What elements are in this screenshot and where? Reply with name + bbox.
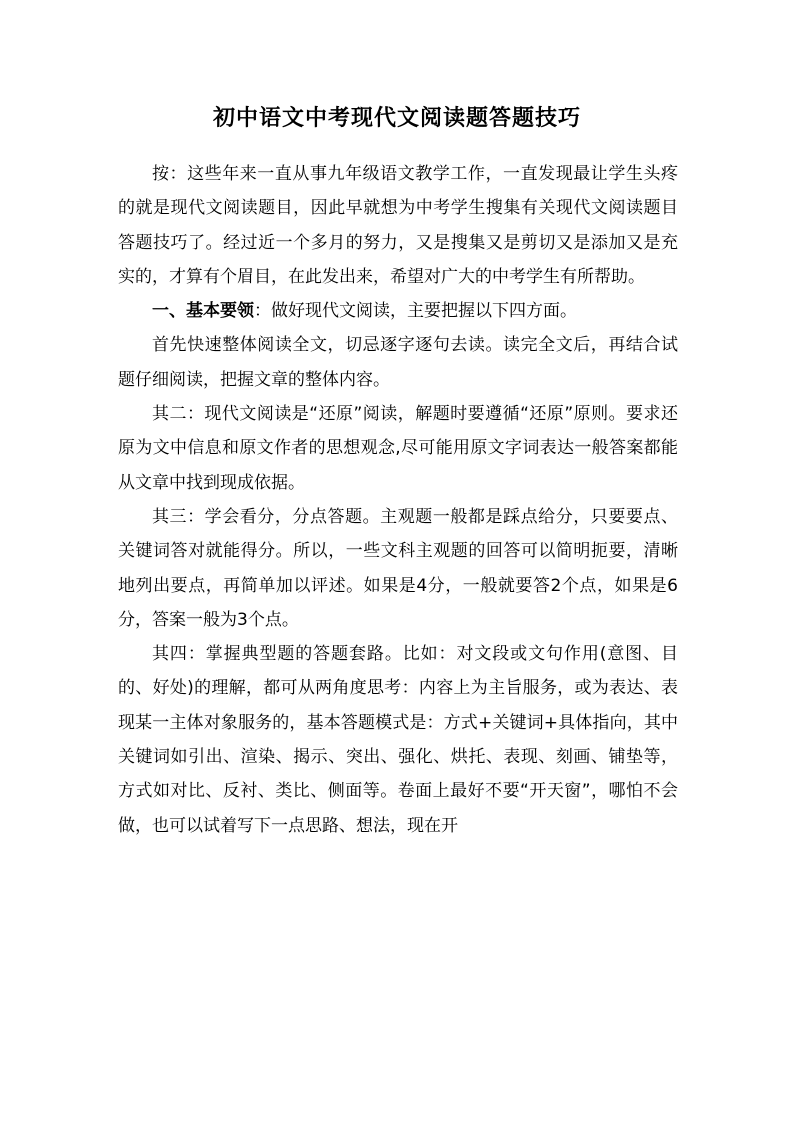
paragraph-text: 其三：学会看分，分点答题。主观题一般都是踩点给分，只要要点、关键词答对就能得分。所以，一些文科主观题的回答可以简明扼要，清晰地列出要点，再简单加以评述。如果是4分，一般就要答2个点，如果是6分，答案一般为3个点。 (118, 506, 678, 630)
paragraph-text: 其四：掌握典型题的答题套路。比如：对文段或文句作用(意图、目的、好处)的理解，都可从两角度思考：内容上为主旨服务，或为表达、表现某一主体对象服务的，基本答题模式是：方式+关键词+具体指向，其中关键词如引出、渲染、揭示、突出、强化、烘托、表现、刻画、铺垫等，方式如对比、反衬、类比、侧面等。卷面上最好不要“开天窗”，哪怕不会做，也可以试着写下一点思路、想法，现在开 (118, 644, 678, 836)
document-body (118, 157, 678, 843)
paragraph-text: 首先快速整体阅读全文，切忌逐字逐句去读。读完全文后，再结合试题仔细阅读，把握文章的整体内容。 (118, 335, 678, 390)
paragraph-text: ：做好现代文阅读，主要把握以下四方面。 (254, 301, 577, 322)
document-title: 初中语文中考现代文阅读题答题技巧 (212, 105, 581, 131)
section-heading: 一、基本要领 (152, 301, 254, 322)
paragraph-first (118, 328, 678, 397)
paragraph-second (118, 397, 678, 500)
paragraph-basics (118, 294, 678, 328)
paragraph-third (118, 500, 678, 637)
paragraph-fourth (118, 637, 678, 843)
paragraph-text: 按：这些年来一直从事九年级语文教学工作，一直发现最让学生头疼的就是现代文阅读题目，因此早就想为中考学生搜集有关现代文阅读题目答题技巧了。经过近一个多月的努力，又是搜集又是剪切又是添加又是充实的，才算有个眉目，在此发出来，希望对广大的中考学生有所帮助。 (118, 164, 678, 287)
paragraph-intro (118, 157, 678, 294)
paragraph-text: 其二：现代文阅读是“还原”阅读，解题时要遵循“还原”原则。要求还原为文中信息和原文作者的思想观念,尽可能用原文字词表达一般答案都能从文章中找到现成依据。 (118, 404, 678, 493)
